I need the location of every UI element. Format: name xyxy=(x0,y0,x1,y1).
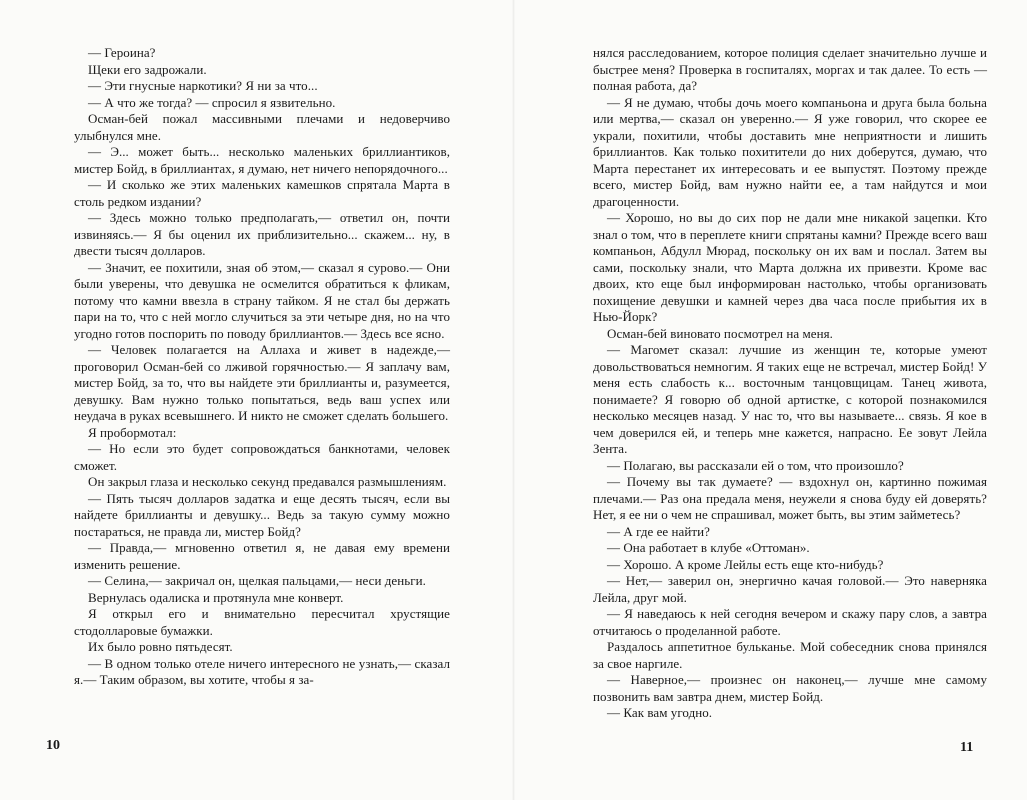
paragraph: — В одном только отеле ничего интересного не узнать,— сказал я.— Таким образом, вы хотите, чтобы я за- xyxy=(74,655,450,687)
paragraph: — Полагаю, вы рассказали ей о том, что произошло? xyxy=(607,457,904,473)
page-number-right: 11 xyxy=(960,740,974,755)
paragraph: — Селина,— закричал он, щелкая пальцами,— неси деньги. xyxy=(88,573,426,588)
paragraph: — Я не думаю, чтобы дочь моего компаньона и друга была больна или мертва,— сказал он уверенно.— Я уже говорил, что скорее ее украли, похитили, чтобы доставить мне неприятности и лишить бриллиантов. Как только похитители до них доберутся, думаю, что Марта перестанет их интересовать и ее выпустят. Поэтому прежде всего, мистер Бойд, вам нужно найти ее, а там найдутся и мои драгоценности. xyxy=(593,94,987,209)
paragraph: Вернулась одалиска и протянула мне конверт. xyxy=(88,589,344,605)
page-number-left: 10 xyxy=(46,738,60,753)
paragraph: Он закрыл глаза и несколько секунд предавался размышлениям. xyxy=(88,474,447,489)
paragraph: — Хорошо. А кроме Лейлы есть еще кто-нибудь? xyxy=(607,556,884,572)
paragraph: — Значит, ее похитили, зная об этом,— сказал я сурово.— Они были уверены, что девушка не осмелится обратиться к фликам, потому что камни ввезла в страну тайком. Я не стал бы держать пари на то, что с ней могло случиться за эти четыре дня, но на что угодно готов поспорить по поводу бриллиантов.— Здесь все ясно. xyxy=(74,259,450,341)
paragraph: — Героина? xyxy=(88,45,156,60)
right-page xyxy=(514,0,1027,800)
paragraph: — Э... может быть... несколько маленьких бриллиантиков, мистер Бойд, в бриллиантах, я думаю, нет ничего непорядочного... xyxy=(74,144,450,176)
paragraph: — Почему вы так думаете? — вздохнул он, картинно пожимая плечами.— Раз она предала меня, неужели я снова буду ей доверять? Нет, я ее ни о чем не спрашивал, может быть, вы этим займетесь? xyxy=(593,474,987,522)
paragraph: — Но если это будет сопровождаться банкнотами, человек сможет. xyxy=(74,441,450,473)
paragraph: Щеки его задрожали. xyxy=(88,61,207,77)
paragraph: — Пять тысяч долларов задатка и еще десять тысяч, если вы найдете бриллианты и девушку... Ведь за такую сумму можно постараться, не правда ли, мистер Бойд? xyxy=(74,490,450,539)
left-page-text xyxy=(74,45,450,689)
paragraph: — Нет,— заверил он, энергично качая головой.— Это наверняка Лейла, друг мой. xyxy=(593,573,987,605)
paragraph: Я пробормотал: xyxy=(88,424,177,440)
paragraph: Их было ровно пятьдесят. xyxy=(88,639,233,654)
right-page-text xyxy=(593,45,987,722)
paragraph: — Человек полагается на Аллаха и живет в надежде,— проговорил Осман-бей со лживой горячностью.— Я заплачу вам, мистер Бойд, за то, что вы найдете эти бриллианты и, разумеется, девушку. Вам нужно только попытаться, ведь ваш успех или неудача в руках всевышнего. И никто не сможет сделать большего. xyxy=(74,342,450,423)
paragraph: Осман-бей виновато посмотрел на меня. xyxy=(607,325,833,341)
paragraph: — Наверное,— произнес он наконец,— лучше мне самому позвонить вам завтра днем, мистер Бойд. xyxy=(593,672,987,704)
paragraph: — Магомет сказал: лучшие из женщин те, которые умеют довольствоваться немногим. Я таких еще не встречал, мистер Бойд! У меня есть слабость к... восточным танцовщицам. Танец живота, понимаете? Я говорю об одной артистке, с которой познакомился несколько месяцев назад. У нас то, что вы называете... связь. Я кое в чем доверился ей, и теперь мне кажется, напрасно. Ее зовут Лейла Зента. xyxy=(593,342,987,456)
paragraph: — Хорошо, но вы до сих пор не дали мне никакой зацепки. Кто знал о том, что в переплете книги спрятаны камни? Прежде всего ваш компаньон, Абдулл Мюрад, поскольку он их вам и послал. Затем вы сами, поскольку знали, что Марта должна их привезти. Кроме вас двоих, кто еще был информирован настолько, чтобы организовать похищение девушки и камней через два часа после прибытия их в Нью-Йорк? xyxy=(593,210,987,324)
continued-paragraph: нялся расследованием, которое полиция сделает значительно лучше и быстрее меня? Проверка в госпиталях, моргах и так далее. То есть — полная работа, да? xyxy=(593,45,987,93)
paragraph: — Эти гнусные наркотики? Я ни за что... xyxy=(88,78,318,93)
paragraph: — А что же тогда? — спросил я язвительно. xyxy=(88,94,336,110)
paragraph: — Я наведаюсь к ней сегодня вечером и скажу пару слов, а завтра отчитаюсь о проделанной работе. xyxy=(593,606,987,638)
paragraph: Осман-бей пожал массивными плечами и недоверчиво улыбнулся мне. xyxy=(74,111,450,143)
paragraph: — И сколько же этих маленьких камешков спрятала Марта в столь редком издании? xyxy=(74,177,450,209)
paragraph: — Как вам угодно. xyxy=(607,705,713,720)
paragraph: — А где ее найти? xyxy=(607,523,710,539)
paragraph: Раздалось аппетитное бульканье. Мой собеседник снова принялся за свое наргиле. xyxy=(593,639,987,671)
paragraph: — Здесь можно только предполагать,— ответил он, почти извиняясь.— Я бы оценил их приблизительно... скажем... ну, в двести тысяч долларов. xyxy=(74,210,450,258)
paragraph: — Правда,— мгновенно ответил я, не давая ему времени изменить решение. xyxy=(74,540,450,572)
paragraph: Я открыл его и внимательно пересчитал хрустящие стодолларовые бумажки. xyxy=(74,606,450,638)
paragraph: — Она работает в клубе «Оттоман». xyxy=(607,540,810,555)
